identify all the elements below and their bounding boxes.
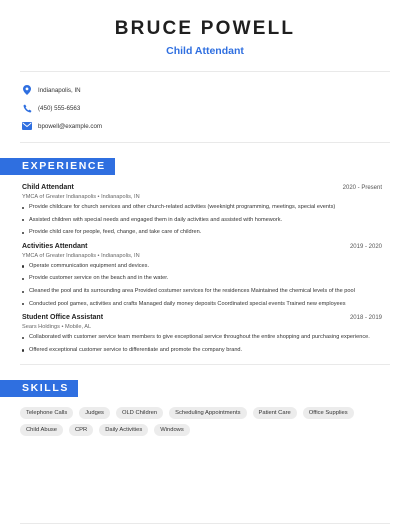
- phone-text: (450) 555-6563: [38, 104, 81, 112]
- job-bullet: Provide customer service on the beach and in the water.: [22, 275, 382, 283]
- contact-divider: [20, 142, 390, 143]
- job-bullet: Offered exceptional customer service to differentiate and promote the company brand.: [22, 347, 382, 355]
- job-bullet: Provide childcare for church services and other church-related activities (weeknight programming, meetings, special events): [22, 204, 382, 212]
- job-bullets: [22, 263, 382, 308]
- job-dates: 2020 - Present: [342, 185, 382, 191]
- job-bullet: Conducted pool games, activities and crafts Managed daily money deposits Coordinated special events Trained new employees: [22, 301, 382, 309]
- skill-chip: Daily Activities: [99, 424, 148, 436]
- job-bullet: Cleaned the pool and its surrounding area Provided costumer services for the residences Maintained the chemical levels of the pool: [22, 288, 382, 296]
- skill-chip: CPR: [69, 424, 93, 436]
- job-bullet: Collaborated with customer service team members to give exceptional service throughout the entire shopping and purchasing experience.: [22, 334, 382, 342]
- skill-chip: Scheduling Appointments: [169, 407, 246, 419]
- skill-chip: Windows: [154, 424, 190, 436]
- phone-icon: [22, 103, 32, 113]
- contact-location: [22, 81, 410, 99]
- experience-list: [0, 175, 410, 354]
- email-icon: [22, 121, 32, 131]
- job-title: Student Office Assistant: [22, 314, 104, 322]
- job-entry: [22, 184, 382, 237]
- candidate-name: BRUCE POWELL: [114, 18, 296, 39]
- experience-section-header: [0, 156, 410, 175]
- contact-phone: [22, 99, 410, 117]
- skill-chip: Child Abuse: [20, 424, 63, 436]
- job-bullets: [22, 334, 382, 354]
- job-title: Child Attendant: [22, 184, 74, 191]
- skill-chip: Patient Care: [253, 407, 297, 419]
- job-bullets: [22, 204, 382, 237]
- location-text: Indianapolis, IN: [38, 86, 81, 94]
- skill-chip: Office Supplies: [303, 407, 354, 419]
- job-bullet: Provide child care for people, feed, change, and take care of children.: [22, 229, 382, 237]
- candidate-title: Child Attendant: [166, 45, 244, 57]
- footer-divider: [20, 523, 390, 524]
- location-pin-icon: [22, 85, 32, 95]
- skill-chip: Judges: [79, 407, 110, 419]
- job-bullet: Assisted children with special needs and engaged them in daily activities and assisted with homework.: [22, 217, 382, 225]
- skills-heading: SKILLS: [0, 380, 78, 397]
- email-text[interactable]: bpowell@example.com: [38, 122, 103, 130]
- job-employer: YMCA of Greater Indianapolis • Indianapolis, IN: [22, 194, 140, 200]
- job-entry: [22, 243, 382, 308]
- job-bullet: Operate communication equipment and devices.: [22, 263, 382, 271]
- skill-chip: Telephone Calls: [20, 407, 73, 419]
- skill-chip: OLD Children: [116, 407, 163, 419]
- skills-list: [0, 397, 410, 441]
- job-dates: 2019 - 2020: [349, 243, 382, 250]
- resume-header: [0, 0, 410, 57]
- experience-divider: [20, 364, 390, 365]
- contact-email[interactable]: [22, 117, 410, 135]
- job-employer: YMCA of Greater Indianapolis • Indianapolis, IN: [22, 252, 140, 259]
- job-dates: 2018 - 2019: [349, 315, 382, 322]
- experience-heading: EXPERIENCE: [0, 158, 115, 175]
- job-title: Activities Attendant: [22, 242, 88, 250]
- job-entry: [22, 314, 382, 354]
- contact-list: [0, 72, 410, 135]
- skills-section-header: [0, 378, 410, 397]
- job-employer: Sears Holdings • Mobile, AL: [22, 324, 92, 331]
